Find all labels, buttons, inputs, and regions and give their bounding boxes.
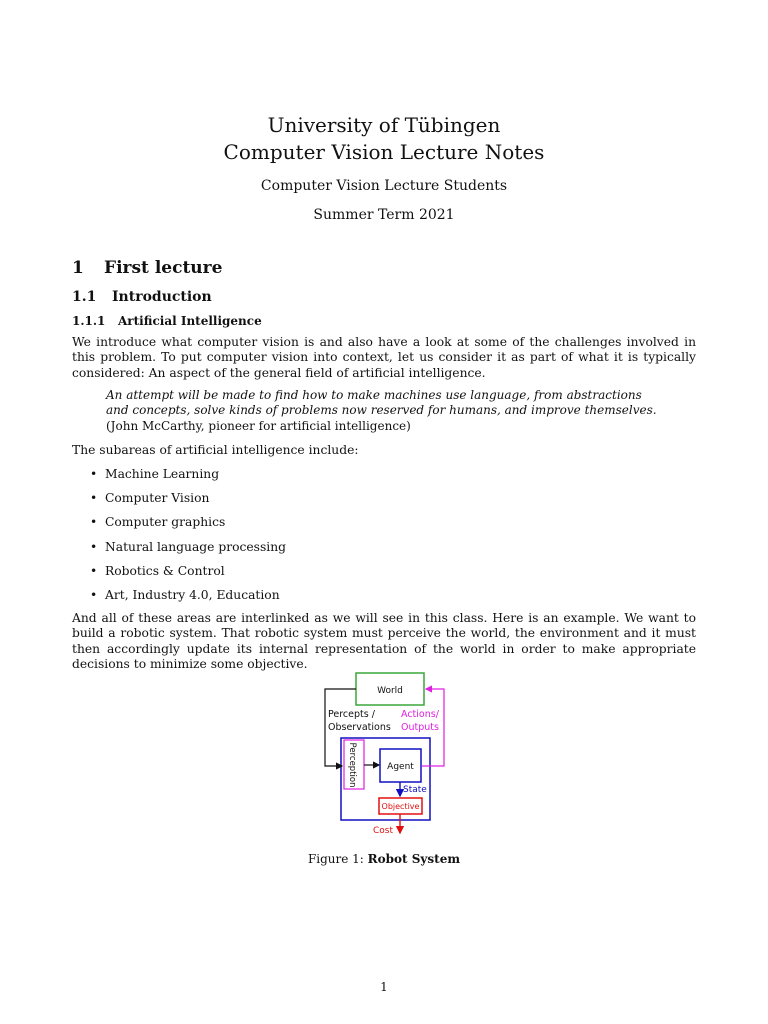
bullet-icon: • — [90, 563, 98, 578]
robot-system-diagram — [318, 668, 450, 840]
subareas-list — [72, 466, 286, 611]
section-heading — [72, 258, 222, 278]
section-title: First lecture — [104, 258, 223, 278]
subsubsection-number: 1.1.1 — [72, 314, 106, 328]
subsection-heading — [72, 289, 212, 305]
subsection-title: Introduction — [112, 289, 212, 305]
figure-caption — [0, 852, 768, 866]
paper-title — [0, 112, 768, 166]
bullet-icon: • — [90, 515, 98, 530]
quote-text: An attempt will be made to find how to make machines use language, from abstractions and concepts, solve kinds of problems now reserved for humans, and improve themselves. — [106, 388, 657, 418]
list-item: • Art, Industry 4.0, Education — [90, 587, 280, 602]
caption-prefix: Figure 1: — [307, 852, 364, 866]
bullet-icon: • — [90, 539, 98, 554]
subsection-number: 1.1 — [72, 289, 97, 305]
page-number: 1 — [380, 980, 388, 994]
mccarthy-quote — [106, 388, 666, 434]
percepts-label-2: Observations — [328, 722, 391, 733]
date-line: Summer Term 2021 — [313, 207, 455, 223]
author-line: Computer Vision Lecture Students — [260, 178, 508, 194]
bullet-icon: • — [90, 587, 98, 602]
objective-label: Objective — [381, 802, 420, 811]
list-item: • Machine Learning — [90, 467, 220, 481]
intro-paragraph: We introduce what computer vision is and also have a look at some of the challenges involved in this problem. To put computer vision into context, let us consider it as part of what it is typically considered: An aspect of the general field of artificial intelligence. — [72, 335, 696, 380]
title-line-university: University of Tübingen — [267, 113, 501, 137]
robot-paragraph: And all of these areas are interlinked as we will see in this class. Here is an example. We want to build a robotic system. That robotic system must perceive the world, the environment and it must then accordingly update its internal representation of the world in order to make appropriate decisions to minimize some objective. — [72, 611, 696, 671]
list-intro: The subareas of artificial intelligence include: — [72, 443, 359, 457]
bullet-icon: • — [90, 491, 98, 506]
subsubsection-heading — [72, 314, 262, 328]
perception-label: Perception — [347, 742, 357, 788]
percepts-label-1: Percepts / — [328, 709, 375, 720]
section-number: 1 — [72, 258, 84, 278]
caption-title: Robot System — [367, 852, 461, 866]
agent-label: Agent — [387, 762, 414, 772]
list-item: • Computer graphics — [90, 515, 226, 530]
list-item: • Computer Vision — [90, 491, 210, 506]
list-item: • Natural language processing — [90, 539, 287, 554]
list-item: • Robotics & Control — [90, 563, 225, 578]
actions-label-2: Outputs — [401, 722, 439, 733]
cost-label: Cost — [373, 826, 394, 836]
world-label: World — [377, 686, 403, 696]
state-label: State — [403, 785, 427, 795]
bullet-icon: • — [90, 467, 98, 481]
subsubsection-title: Artificial Intelligence — [118, 314, 262, 328]
title-line-notes: Computer Vision Lecture Notes — [223, 140, 545, 164]
quote-attribution: (John McCarthy, pioneer for artificial intelligence) — [106, 418, 411, 433]
actions-label-1: Actions/ — [401, 709, 439, 720]
